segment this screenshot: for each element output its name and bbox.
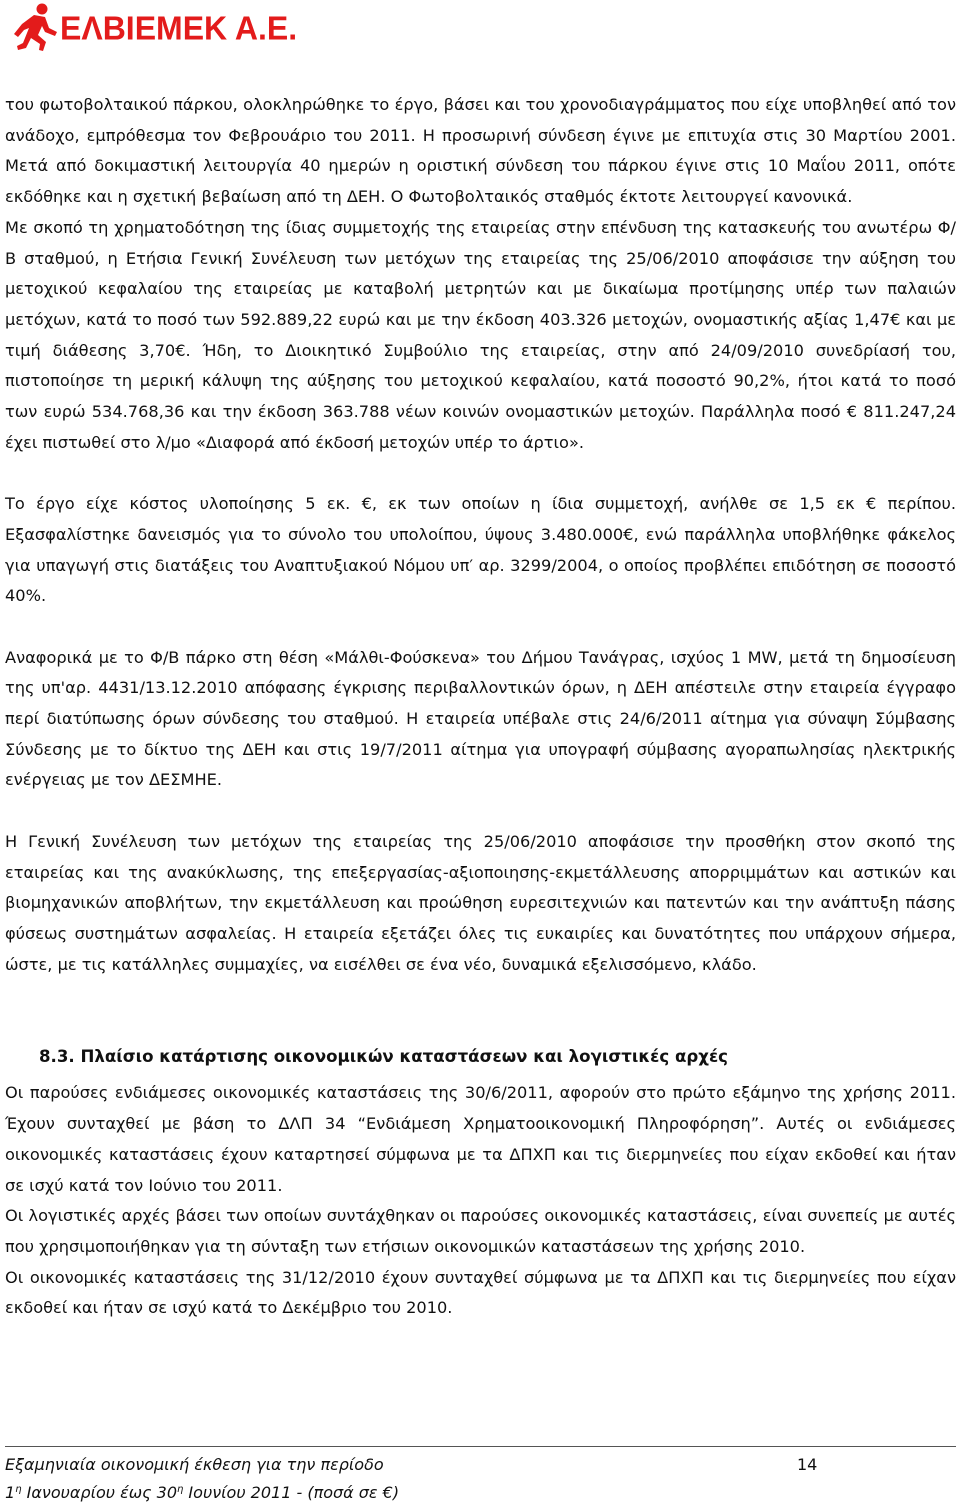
footer-period [5,1452,399,1505]
paragraph-general-assembly: Η Γενική Συνέλευση των μετόχων της εταιρείας της 25/06/2010 αποφάσισε την προσθήκη στον σκοπό της εταιρείας και της ανακύκλωσης, της επεξεργασίας-αξιοποιησης-εκμετάλλευσης απορριμμάτων και αστικών και βιομηχανικών αποβλήτων, την εκμετάλλευση και προώθηση ευρεσιτεχνιών και πατεντών και την ανάπτυξη πάσης φύσεως συστημάτων ασφαλείας. Η εταιρεία εξετάζει όλες τις ευκαιρίες και δυνατότητες που υπάρχουν σήμερα, ώστε, με τις κατάλληλες συμμαχίες, να εισέλθει σε ένα νέο, δυναμικά εξελισσόμενο, κλάδο. [5,831,956,974]
footer-line-1: Εξαμηνιαία οικονομική έκθεση για την περίοδο [5,1455,384,1474]
company-logo [12,2,332,52]
paragraph-annual-statements: Οι οικονομικές καταστάσεις της 31/12/2010 έχουν συνταχθεί σύμφωνα με τα ΔΠΧΠ και τις διερμηνείες που είχαν εκδοθεί και ήταν σε ισχύ κατά το Δεκέμβριο του 2010. [5,1267,956,1318]
paragraph-pv-park-completion: του φωτοβολταικού πάρκου, ολοκληρώθηκε το έργο, βάσει και του χρονοδιαγράμματος που είχε υποβληθεί από τον ανάδοχο, εμπρόθεσμα τον Φεβρουάριο του 2011. Η προσωρινή σύνδεση έγινε με επιτυχία στις 30 Μαρτίου 2001. Μετά από δοκιμαστική λειτουργία 40 ημερών η οριστική σύνδεση του πάρκου έγινε στις 10 Μαΐου 2011, οπότε εκδόθηκε και η σχετική βεβαίωση από τη ΔΕΗ. Ο Φωτοβολταικός σταθμός έκτοτε λειτουργεί κανονικά. [5,95,956,207]
company-logo-text: ΕΛΒΙΕΜΕΚ Α.Ε. [60,9,298,47]
paragraph-capital-increase: Με σκοπό τη χρηματοδότηση της ίδιας συμμετοχής της εταιρείας στην επένδυση της κατασκευής του ανωτέρω Φ/Β σταθμού, η Ετήσια Γενική Συνέλευση των μετόχων της εταιρείας της 25/06/2010 αποφάσισε την αύξηση του μετοχικού κεφαλαίου της εταιρείας με καταβολή μετρητών και με δικαίωμα προτίμησης υπέρ των παλαιών μετόχων, κατά το ποσό των 592.889,22 ευρώ και με την έκδοση 403.326 μετοχών, ονομαστικής αξίας 1,47€ και με τιμή διάθεσης 3,70€. Ήδη, το Διοικητικό Συμβούλιο της εταιρείας, στην από 24/09/2010 συνεδρίασή του, πιστοποίησε τη μερική κάλυψη της αύξησης του μετοχικού κεφαλαίου, κατά ποσοστό 90,2%, ήτοι κατά το ποσό των ευρώ 534.768,36 και την έκδοση 363.788 νέων κοινών ονομαστικών μετοχών. Παράλληλα ποσό € 811.247,24 έχει πιστωθεί στο λ/μο «Διαφορά από έκδοσή μετοχών υπέρ το άρτιο». [5,217,956,452]
running-figure-icon [12,2,58,52]
paragraph-accounting-policies: Οι λογιστικές αρχές βάσει των οποίων συντάχθηκαν οι παρούσες οικονομικές καταστάσεις, είναι συνεπείς με αυτές που χρησιμοποιήθηκαν για τη σύνταξη των ετήσιων οικονομικών καταστάσεων της χρήσης 2010. [5,1206,956,1256]
footer-line-2: $1^\eta$ Ιανουαρίου έως $30^\eta$ Ιουνίου 2011 - (ποσά σε €) [5,1483,400,1502]
page-number: 14 [797,1455,818,1474]
paragraph-malthi-fouskena: Αναφορικά με το Φ/Β πάρκο στη θέση «Μάλθι-Φούσκενα» του Δήμου Τανάγρας, ισχύος 1 MW, μετά τη δημοσίευση της υπ'αρ. 4431/13.12.2010 απόφασης έγκρισης περιβαλλοντικών όρων, η ΔΕΗ απέστειλε στην εταιρεία έγγραφο περί διατύπωσης όρων σύνδεσης του σταθμού. Η εταιρεία υπέβαλε στις 24/6/2011 αίτημα για σύναψη Σύμβασης Σύνδεσης με το δίκτυο της ΔΕΗ και στις 19/7/2011 αίτημα για υπογραφή σύμβασης αγοραπωλησίας ηλεκτρικής ενέργειας με τον ΔΕΣΜΗΕ. [5,647,956,790]
paragraph-interim-statements: Οι παρούσες ενδιάμεσες οικονομικές καταστάσεις της 30/6/2011, αφορούν στο πρώτο εξάμηνο της χρήσης 2011. Έχουν συνταχθεί με βάση το ΔΛΠ 34 “Ενδιάμεση Χρηματοοικονομική Πληροφόρηση”. Αυτές οι ενδιάμεσες οικονομικές καταστάσεις έχουν καταρτησεί σύμφωνα με τα ΔΠΧΠ και τις διερμηνείες που είχαν εκδοθεί και ήταν σε ισχύ κατά τον Ιούνιο του 2011. [5,1083,956,1195]
paragraph-project-cost: Το έργο είχε κόστος υλοποίησης 5 εκ. €, εκ των οποίων η ίδια συμμετοχή, ανήλθε σε 1,5 εκ € περίπου. Εξασφαλίστηκε δανεισμός για το σύνολο του υπολοίπου, ύψους 3.480.000€, ενώ παράλληλα υποβλήθηκε φάκελος για υπαγωγή στις διατάξεις του Αναπτυξιακού Νόμου υπ′ αρ. 3299/2004, ο οποίος προβλέπει επιδότηση σε ποσοστό 40%. [5,494,956,606]
document-body [5,90,956,1324]
footer-divider [5,1446,956,1447]
section-heading: 8.3. Πλαίσιο κατάρτισης οικονομικών καταστάσεων και λογιστικές αρχές [39,1046,729,1066]
